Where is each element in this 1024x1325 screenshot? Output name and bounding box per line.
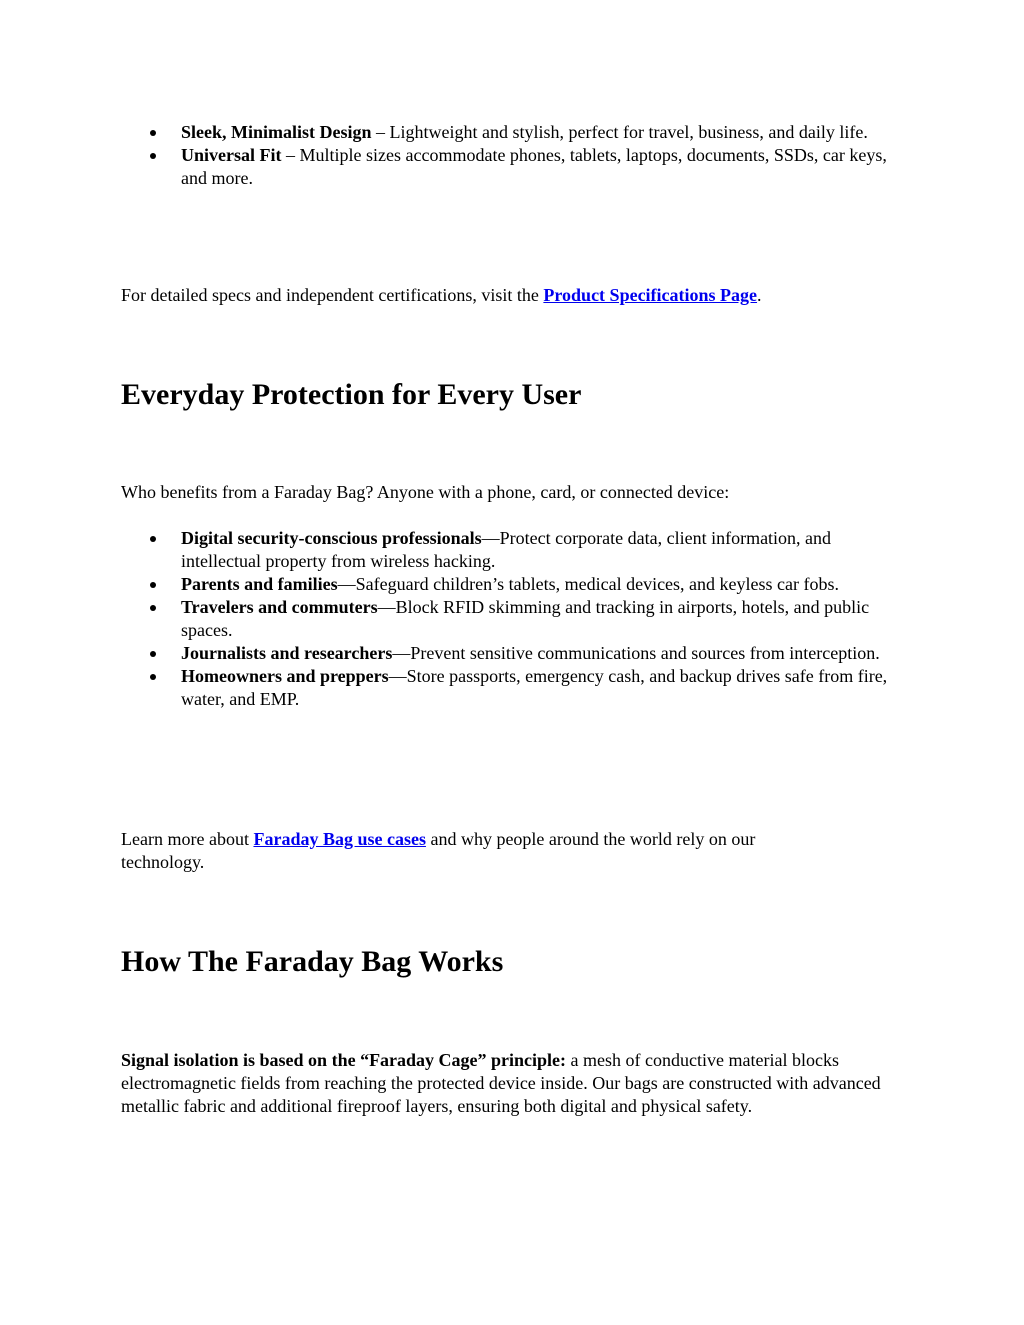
learn-more-paragraph <box>121 828 841 874</box>
list-item-separator: – <box>281 145 300 165</box>
how-it-works-lead: Signal isolation is based on the “Faraday Cage” principle: <box>121 1050 567 1070</box>
bullet-icon <box>150 651 156 657</box>
list-item <box>121 596 901 642</box>
specs-text-before: For detailed specs and independent certifications, visit the <box>121 285 544 305</box>
how-it-works-paragraph <box>121 1049 896 1118</box>
list-item <box>121 144 901 190</box>
how-it-works-text: a mesh of conductive material blocks electromagnetic fields from reaching the protected device inside. Our bags are constructed with advanced metallic fabric and additional fireproof layers, ensuring both digital and physical safety. <box>121 1050 881 1116</box>
list-item-separator: — <box>481 528 500 548</box>
bullet-icon <box>150 536 156 542</box>
faraday-use-cases-link[interactable]: Faraday Bag use cases <box>253 829 426 849</box>
list-item-text: Store passports, emergency cash, and backup drives safe from fire, water, and EMP. <box>181 666 888 709</box>
list-item-separator: — <box>377 597 396 617</box>
list-item-separator: — <box>337 574 356 594</box>
list-item-title: Homeowners and preppers <box>181 666 389 686</box>
list-item-text: Safeguard children’s tablets, medical devices, and keyless car fobs. <box>355 574 839 594</box>
list-item-title: Travelers and commuters <box>181 597 378 617</box>
specs-paragraph <box>121 284 901 307</box>
list-item-separator: – <box>371 122 390 142</box>
list-item-title: Digital security-conscious professionals <box>181 528 482 548</box>
list-item <box>121 573 901 596</box>
everyday-intro-paragraph: Who benefits from a Faraday Bag? Anyone with a phone, card, or connected device: <box>121 482 730 502</box>
learn-more-text-after: and why people around the world rely on our technology. <box>121 829 756 872</box>
bullet-icon <box>150 605 156 611</box>
product-specifications-link[interactable]: Product Specifications Page <box>543 285 758 305</box>
list-item-title: Universal Fit <box>181 145 282 165</box>
list-item-title: Parents and families <box>181 574 338 594</box>
list-item-text: Lightweight and stylish, perfect for travel, business, and daily life. <box>389 122 868 142</box>
list-item <box>121 121 901 144</box>
list-item-separator: — <box>388 666 407 686</box>
list-item-text: Block RFID skimming and tracking in airports, hotels, and public spaces. <box>181 597 870 640</box>
list-item <box>121 527 901 573</box>
bullet-icon <box>150 153 156 159</box>
bullet-icon <box>150 130 156 136</box>
everyday-protection-heading: Everyday Protection for Every User <box>121 378 582 411</box>
list-item-title: Sleek, Minimalist Design <box>181 122 372 142</box>
list-item-title: Journalists and researchers <box>181 643 393 663</box>
list-item <box>121 642 901 665</box>
bullet-icon <box>150 674 156 680</box>
list-item-text: Multiple sizes accommodate phones, tablets, laptops, documents, SSDs, car keys, and more. <box>181 145 887 188</box>
list-item <box>121 665 901 711</box>
features-list <box>121 121 901 190</box>
bullet-icon <box>150 582 156 588</box>
learn-more-text-before: Learn more about <box>121 829 254 849</box>
specs-text-after: . <box>757 285 762 305</box>
how-it-works-heading: How The Faraday Bag Works <box>121 945 504 978</box>
list-item-separator: — <box>392 643 411 663</box>
users-list <box>121 527 901 711</box>
list-item-text: Protect corporate data, client information, and intellectual property from wireless hacking. <box>181 528 832 571</box>
list-item-text: Prevent sensitive communications and sources from interception. <box>410 643 880 663</box>
